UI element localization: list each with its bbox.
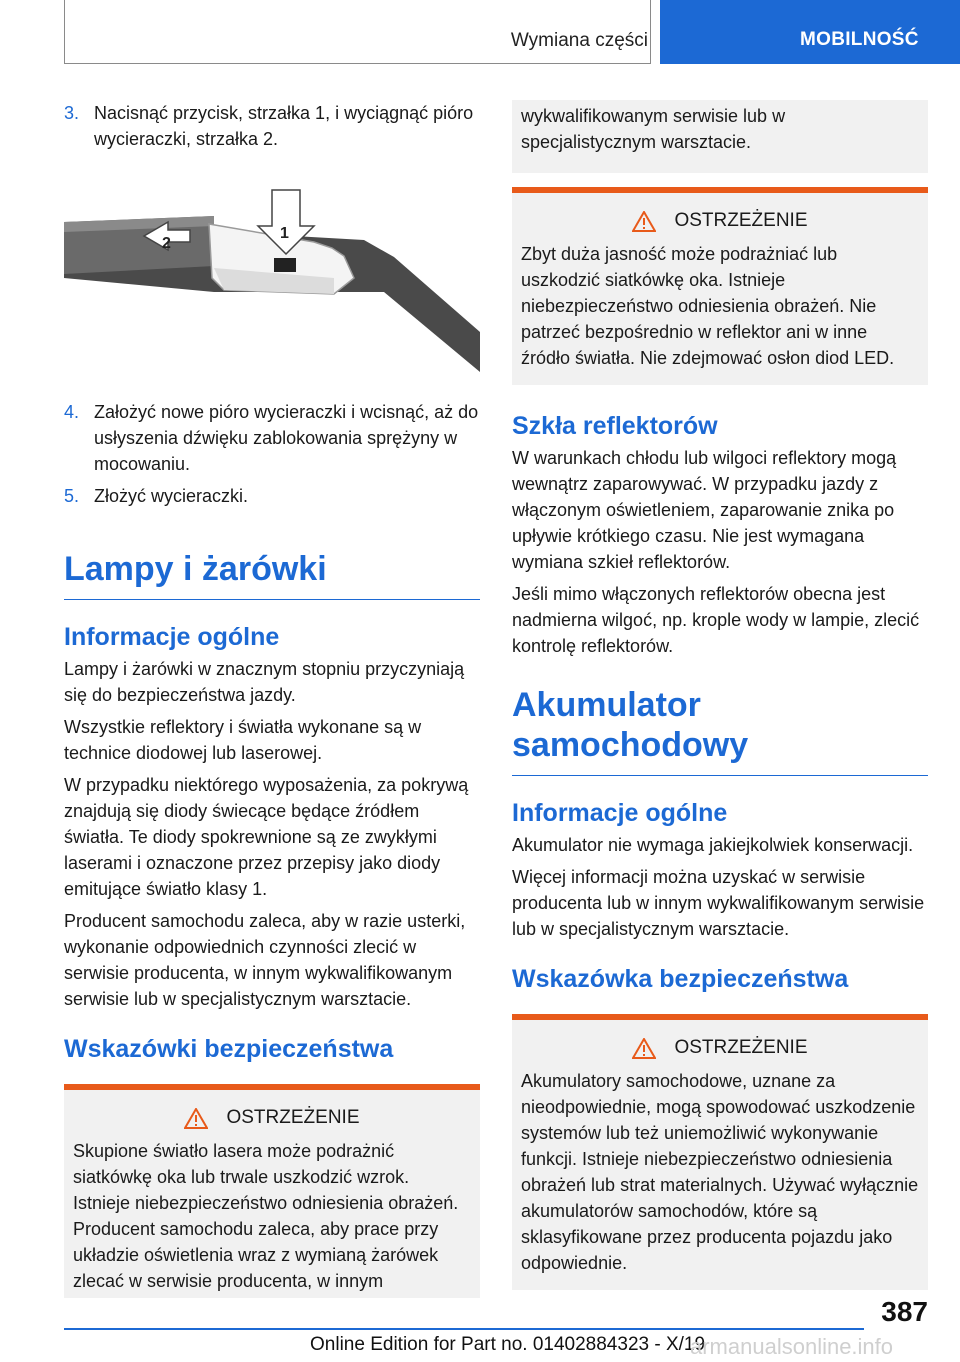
paragraph: W przypadku niektórego wyposażenia, za pokrywą znajdują się diody świecące będące źródłem światła. Te diody spokrewnione są ze zwykłymi laserami i oznaczone przez przepisy jako diody emitujące światło klasy 1.	[64, 775, 469, 899]
warning-box	[512, 1014, 928, 1290]
section-heading-battery: Akumulator samochodowy	[512, 685, 928, 776]
warning-header	[73, 1106, 471, 1130]
warning-box	[64, 1084, 480, 1298]
warning-title: OSTRZEŻENIE	[674, 1037, 808, 1058]
warning-box	[512, 187, 928, 385]
paragraph: Wszystkie reflektory i światła wykonane są w technice diodowej lub laserowej.	[64, 717, 422, 763]
footer-rule	[64, 1328, 864, 1330]
header-section-title: Wymiana części	[510, 30, 648, 51]
warning-text: Skupione światło lasera może podrażnić siatkówkę oka lub trwale uszkodzić wzrok. Istnieje niebezpieczeństwo odniesienia obrażeń. Producent samochodu zaleca, aby prace przy układzie oświetlenia wraz z wymianą żarówek zlecać w serwisie producenta, w innym	[73, 1141, 459, 1291]
step-text: Złożyć wycieraczki.	[94, 486, 249, 506]
step-3	[64, 100, 480, 152]
step-number: 4.	[64, 402, 80, 422]
arrow-1-label: 1	[280, 225, 289, 242]
subheading-headlight-glass: Szkła reflektorów	[512, 412, 718, 440]
paragraph: Jeśli mimo włączonych reflektorów obecna jest nadmierna wilgoć, np. krople wody w lampie, zlecić kontrolę reflektorów.	[512, 584, 920, 656]
warning-triangle-icon	[184, 1108, 208, 1129]
warning-title: OSTRZEŻENIE	[674, 210, 808, 231]
warning-triangle-icon	[632, 211, 656, 232]
warning-text: wykwalifikowanym serwisie lub w specjalistycznym warsztacie.	[521, 106, 786, 152]
header-left-rule	[64, 0, 65, 64]
step-4	[64, 399, 480, 477]
paragraph: W warunkach chłodu lub wilgoci reflektory mogą wewnątrz zaparowywać. W przypadku jazdy z włączonym oświetleniem, zaparowanie znika po upływie krótkiego czasu. Nie jest wymagana wymiana szkieł reflektorów.	[512, 448, 897, 572]
watermark: armanualsonline.info	[690, 1334, 894, 1359]
chapter-label: MOBILNOŚĆ	[800, 29, 919, 50]
subheading-general-info: Informacje ogólne	[64, 623, 280, 651]
warning-continued	[512, 100, 928, 173]
header-divider	[650, 0, 651, 64]
step-5	[64, 483, 480, 509]
right-column	[512, 100, 928, 1290]
subheading-safety-notes: Wskazówki bezpieczeństwa	[64, 1035, 394, 1063]
step-number: 3.	[64, 103, 80, 123]
warning-header	[521, 1036, 919, 1060]
wiper-blade-illustration	[64, 182, 480, 382]
section-heading-lamps: Lampy i żarówki	[64, 549, 480, 600]
left-column	[64, 100, 480, 1298]
header-bottom-rule	[64, 63, 650, 64]
warning-text: Akumulatory samochodowe, uznane za nieodpowiednie, mogą spowodować uszkodzenie systemów lub też uniemożliwić wykonywanie funkcji. Istnieje niebezpieczeństwo odniesienia obrażeń lub strat materialnych. Używać wyłącznie akumulatorów samochodów, które są sklasyfikowane przez producenta pojazdu jako odpowiednie.	[521, 1071, 919, 1273]
edition-text: Online Edition for Part no. 01402884323 - X/19	[310, 1334, 706, 1355]
subheading-safety-note: Wskazówka bezpieczeństwa	[512, 965, 849, 993]
step-text: Nacisnąć przycisk, strzałka 1, i wyciągnąć pióro wycieraczki, strzałka 2.	[94, 103, 474, 149]
paragraph: Akumulator nie wymaga jakiejkolwiek konserwacji.	[512, 835, 914, 855]
paragraph: Więcej informacji można uzyskać w serwisie producenta lub w innym wykwalifikowanym serwisie lub w specjalistycznym warsztacie.	[512, 867, 925, 939]
arrow-2-label: 2	[162, 235, 171, 252]
chapter-tab[interactable]	[660, 0, 960, 64]
step-number: 5.	[64, 486, 80, 506]
warning-text: Zbyt duża jasność może podrażniać lub uszkodzić siatkówkę oka. Istnieje niebezpieczeństwo odniesienia obrażeń. Nie patrzeć bezpośrednio w reflektor ani w inne źródło światła. Nie zdejmować osłon diod LED.	[521, 244, 895, 368]
warning-triangle-icon	[632, 1038, 656, 1059]
page-number: 387	[881, 1296, 928, 1327]
subheading-general-info: Informacje ogólne	[512, 799, 728, 827]
warning-title: OSTRZEŻENIE	[226, 1107, 360, 1128]
step-text: Założyć nowe pióro wycieraczki i wcisnąć, aż do usłyszenia dźwięku zablokowania sprężyny w mocowaniu.	[94, 402, 479, 474]
warning-header	[521, 209, 919, 233]
paragraph: Lampy i żarówki w znacznym stopniu przyczyniają się do bezpieczeństwa jazdy.	[64, 659, 465, 705]
paragraph: Producent samochodu zaleca, aby w razie usterki, wykonanie odpowiednich czynności zlecić w serwisie producenta, w innym wykwalifikowanym serwisie lub w specjalistycznym warsztacie.	[64, 911, 466, 1009]
